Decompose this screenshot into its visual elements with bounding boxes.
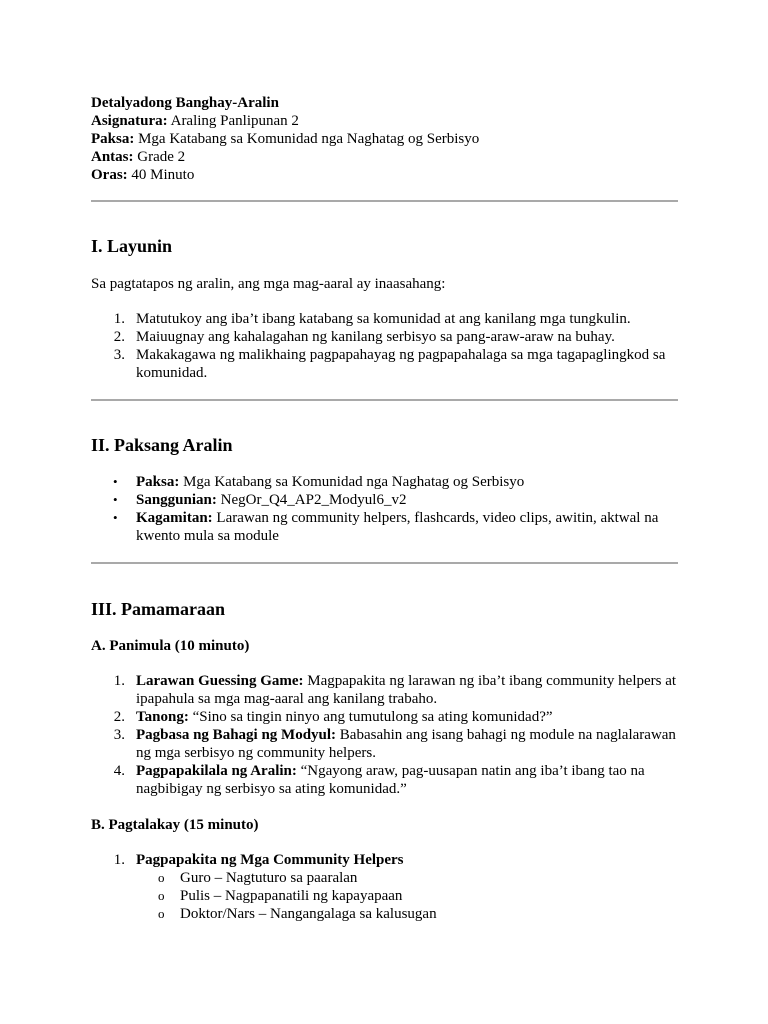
section-heading-layunin: I. Layunin [91,236,173,256]
list-item: 1. Matutukoy ang iba’t ibang katabang sa komunidad at ang kanilang mga tungkulin. [113,311,631,327]
section-divider [91,200,678,202]
header-field-oras: Oras: 40 Minuto [91,167,195,183]
circle-bullet-icon: o [158,906,165,921]
subsection-heading-pagtalakay: B. Pagtalakay (15 minuto) [91,817,259,833]
list-item: 1. Pagpapakita ng Mga Community Helpers o Guro – Nagtuturo sa paaralan o Pulis – Nagpapanatili ng kapayapaan o Doktor/Nars – Nangangalaga sa kalusugan [91,851,683,923]
section-heading-paksang-aralin: II. Paksang Aralin [91,435,233,455]
document-title: Detalyadong Banghay-Aralin [91,95,279,111]
bullet-icon: • [113,510,118,525]
layunin-intro: Sa pagtatapos ng aralin, ang mga mag-aaral ay inaasahang: [91,276,446,292]
list-item: 3. Pagbasa ng Bahagi ng Modyul: Babasahin ang isang bahagi ng module na naglalarawan ng mga serbisyo ng community helpers. [113,727,676,761]
sublist-item: o Pulis – Nagpapanatili ng kapayapaan [158,888,403,904]
pagtalakay-list [91,851,683,923]
list-item: 4. Pagpapakilala ng Aralin: “Ngayong araw, pag-uusapan natin ang iba’t ibang tao na nagbibigay ng serbisyo sa ating komunidad.” [113,763,645,797]
header-field-antas: Antas: Grade 2 [91,149,186,165]
bullet-icon: • [113,474,118,489]
list-item: 3. Makakagawa ng malikhaing pagpapahayag ng pagpapahalaga sa mga tagapaglingkod sa komunidad. [113,347,666,381]
layunin-list [91,310,683,382]
header-field-paksa: Paksa: Mga Katabang sa Komunidad nga Naghatag og Serbisyo [91,131,480,147]
list-item: 2. Maiuugnay ang kahalagahan ng kanilang serbisyo sa pang-araw-araw na buhay. [113,329,615,345]
paksang-aralin-list [91,473,683,545]
community-helpers-sublist [136,869,683,923]
header-field-asignatura: Asignatura: Araling Panlipunan 2 [91,113,299,129]
sublist-item: o Guro – Nagtuturo sa paaralan [158,870,358,886]
sublist-item: o Doktor/Nars – Nangangalaga sa kalusugan [158,906,437,922]
circle-bullet-icon: o [158,870,165,885]
list-item: • Paksa: Mga Katabang sa Komunidad nga Naghatag og Serbisyo [113,474,525,490]
bullet-icon: • [113,492,118,507]
lesson-plan-header [91,94,691,184]
list-item: 1. Larawan Guessing Game: Magpapakita ng larawan ng iba’t ibang community helpers at ipapahula sa mga mag-aaral ang kanilang trabaho. [113,673,677,707]
section-divider [91,562,678,564]
list-item: • Sanggunian: NegOr_Q4_AP2_Modyul6_v2 [113,492,407,508]
section-heading-pamamaraan: III. Pamamaraan [91,599,225,619]
list-item: • Kagamitan: Larawan ng community helpers, flashcards, video clips, awitin, aktwal na kwento mula sa module [113,510,659,544]
subsection-heading-panimula: A. Panimula (10 minuto) [91,638,250,654]
section-divider [91,399,678,401]
list-item: 2. Tanong: “Sino sa tingin ninyo ang tumutulong sa ating komunidad?” [113,709,553,725]
panimula-list [91,672,683,798]
circle-bullet-icon: o [158,888,165,903]
